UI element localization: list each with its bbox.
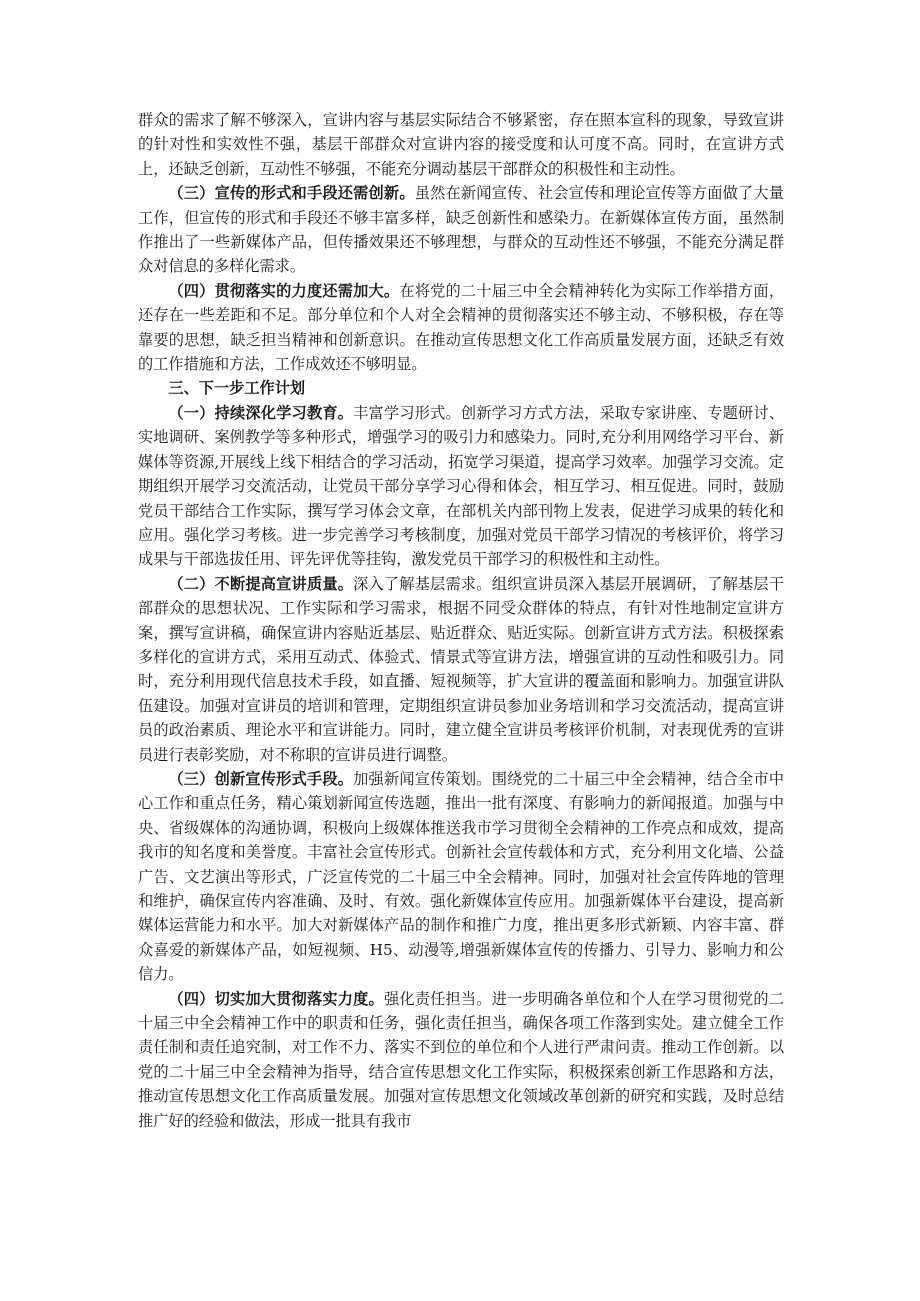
paragraph-lead-heading: （四）贯彻落实的力度还需加大。	[168, 281, 400, 300]
paragraph-body: 虽然在新闻宣传、社会宣传和理论宣传等方面做了大量工作，但宣传的形式和手段还不够丰富多样，缺乏创新性和感染力。在新媒体宣传方面，虽然制作推出了一些新媒体产品，但传播效果还不够理想，与群众的互动性还不够强，不能充分满足群众对信息的多样化需求。	[138, 184, 785, 276]
paragraph-lead-heading: （二）不断提高宣讲质量。	[168, 574, 354, 593]
paragraph-lead-heading: （三）创新宣传形式手段。	[168, 769, 354, 788]
document-page	[138, 108, 784, 1133]
plan-paragraph-3	[138, 767, 784, 987]
paragraph-lead-heading: （四）切实加大贯彻落实力度。	[168, 989, 384, 1008]
paragraph-body: 加强新闻宣传策划。围绕党的二十届三中全会精神，结合全市中心工作和重点任务，精心策划新闻宣传选题，推出一批有深度、有影响力的新闻报道。加强与中央、省级媒体的沟通协调，积极向上级媒体推送我市学习贯彻全会精神的工作亮点和成效，提高我市的知名度和美誉度。丰富社会宣传形式。创新社会宣传载体和方式，充分利用文化墙、公益广告、文艺演出等形式，广泛宣传党的二十届三中全会精神。同时，加强对社会宣传阵地的管理和维护，确保宣传内容准确、及时、有效。强化新媒体宣传应用。加强新媒体平台建设，提高新媒体运营能力和水平。加大对新媒体产品的制作和推广力度，推出更多形式新颖、内容丰富、群众喜爱的新媒体产品，如短视频、H5、动漫等,增强新媒体宣传的传播力、引导力、影响力和公信力。	[138, 769, 785, 984]
problem-paragraph-3	[138, 181, 784, 279]
paragraph-lead-heading: （一）持续深化学习教育。	[168, 403, 354, 422]
intro-continuation-paragraph: 群众的需求了解不够深入，宣讲内容与基层实际结合不够紧密，存在照本宣科的现象，导致宣讲的针对性和实效性不强，基层干部群众对宣讲内容的接受度和认可度不高。同时，在宣讲方式上，还缺乏创新，互动性不够强，不能充分调动基层干部群众的积极性和主动性。	[138, 111, 784, 178]
paragraph-body: 强化责任担当。进一步明确各单位和个人在学习贯彻党的二十届三中全会精神工作中的职责和任务，强化责任担当，确保各项工作落到实处。建立健全工作责任制和责任追究制，对工作不力、落实不到位的单位和个人进行严肃问责。推动工作创新。以党的二十届三中全会精神为指导，结合宣传思想文化工作实际，积极探索创新工作思路和方法，推动宣传思想文化工作高质量发展。加强对宣传思想文化领域改革创新的研究和实践，及时总结推广好的经验和做法，形成一批具有我市	[138, 989, 785, 1130]
plan-paragraph-4	[138, 987, 784, 1133]
paragraph-body: 深入了解基层需求。组织宣讲员深入基层开展调研，了解基层干部群众的思想状况、工作实际和学习需求，根据不同受众群体的特点，有针对性地制定宣讲方案，撰写宣讲稿，确保宣讲内容贴近基层、贴近群众、贴近实际。创新宣讲方式方法。积极探索多样化的宣讲方式，采用互动式、体验式、情景式等宣讲方法，增强宣讲的互动性和吸引力。同时，充分利用现代信息技术手段，如直播、短视频等，扩大宣讲的覆盖面和影响力。加强宣讲队伍建设。加强对宣讲员的培训和管理，定期组织宣讲员参加业务培训和学习交流活动，提高宣讲员的政治素质、理论水平和宣讲能力。同时，建立健全宣讲员考核评价机制，对表现优秀的宣讲员进行表彰奖励，对不称职的宣讲员进行调整。	[138, 574, 785, 764]
paragraph-body: 在将党的二十届三中全会精神转化为实际工作举措方面，还存在一些差距和不足。部分单位和个人对全会精神的贯彻落实还不够主动、不够积极，存在等靠要的思想，缺乏担当精神和创新意识。在推动宣传思想文化工作高质量发展方面，还缺乏有效的工作措施和方法，工作成效还不够明显。	[138, 281, 785, 374]
paragraph-body: 丰富学习形式。创新学习方式方法，采取专家讲座、专题研讨、实地调研、案例教学等多种形式，增强学习的吸引力和感染力。同时,充分利用网络学习平台、新媒体等资源,开展线上线下相结合的学习活动，拓宽学习渠道，提高学习效率。加强学习交流。定期组织开展学习交流活动，让党员干部分享学习心得和体会，相互学习、相互促进。同时，鼓励党员干部结合工作实际，撰写学习体会文章，在部机关内部刊物上发表，促进学习成果的转化和应用。强化学习考核。进一步完善学习考核制度，加强对党员干部学习情况的考核评价，将学习成果与干部选拔任用、评先评优等挂钩，激发党员干部学习的积极性和主动性。	[138, 403, 785, 569]
problem-paragraph-4	[138, 279, 784, 377]
paragraph-lead-heading: （三）宣传的形式和手段还需创新。	[168, 184, 415, 203]
plan-paragraph-2	[138, 572, 784, 767]
section-heading: 三、下一步工作计划	[168, 379, 306, 398]
plan-paragraph-1	[138, 401, 784, 572]
